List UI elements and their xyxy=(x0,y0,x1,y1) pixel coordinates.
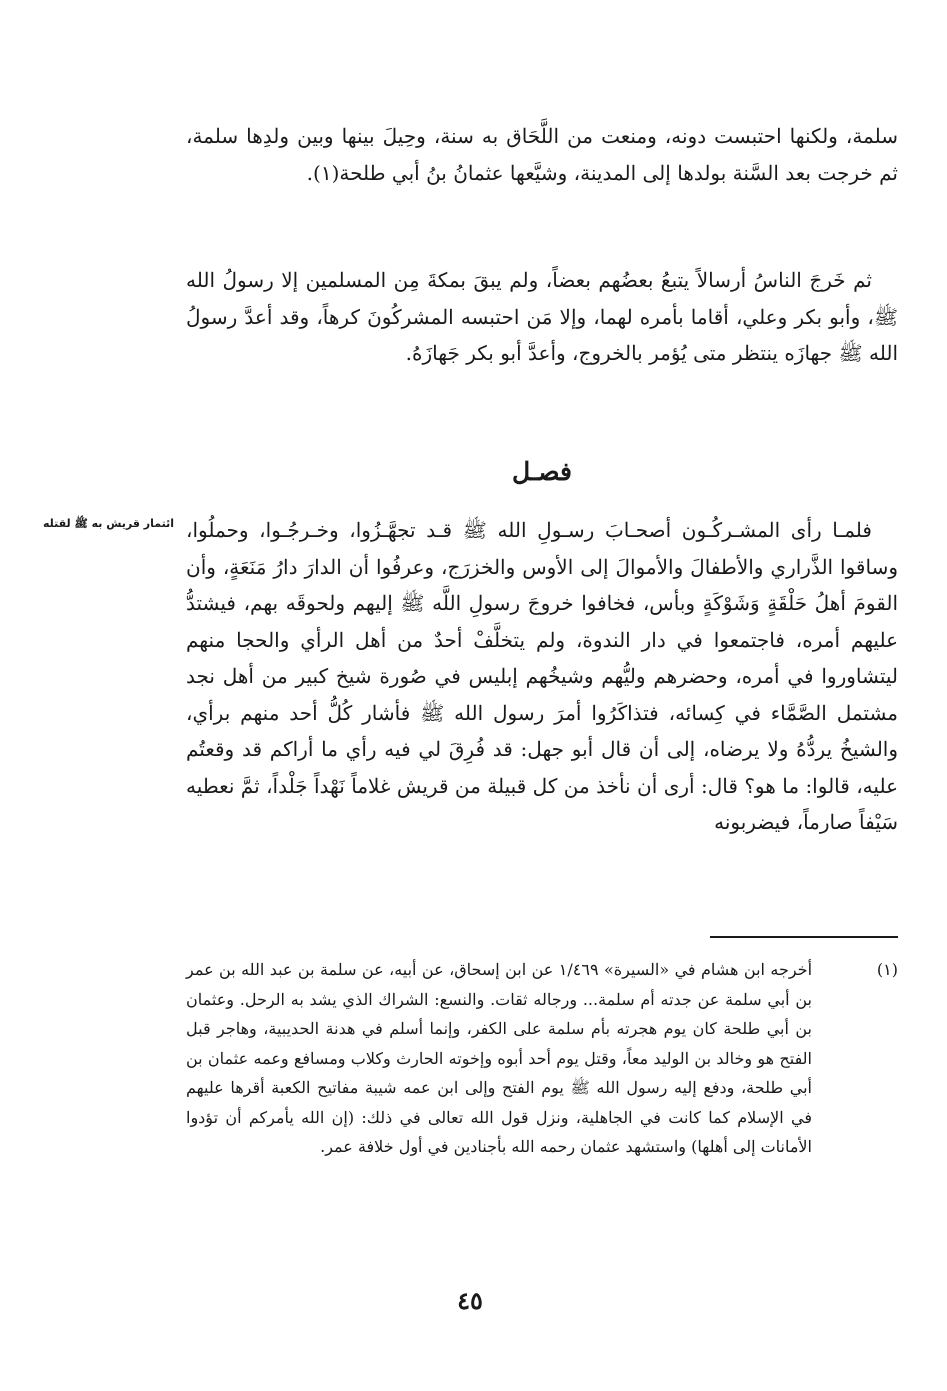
section-heading: فصـل xyxy=(512,457,572,486)
paragraph-2: ثم خَرجَ الناسُ أرسالاً يتبعُ بعضُهم بعضاً، ولم يبقَ بمكةَ مِن المسلمين إلا رسولُ الله ﷺ، وأبو بكر وعلي، أقاما بأمره لهما، وإلا مَن احتبسه المشركُونَ كرهاً، وقد أعدَّ رسولُ الله ﷺ جهازَه ينتظر متى يُؤمر بالخروج، وأعدَّ أبو بكر جَهازَهُ. xyxy=(186,268,898,365)
paragraph-3: فلمـا رأى المشـركُـون أصحـابَ رسـولِ الله ﷺ قـد تجهَّـزُوا، وخـرجُـوا، وحملُوا، وساقوا الذَّراري والأطفالَ والأموالَ إلى الأوس والخزرَج، وعرفُوا أن الدارَ دارُ مَنَعَةٍ، وأن القومَ أهلُ حَلْقَةٍ وَشَوْكَةٍ وبأس، فخافوا خروجَ رسولِ اللَّه ﷺ إليهم ولحوقَه بهم، فيشتدُّ عليهم أمره، فاجتمعوا في دار الندوة، ولم يتخلَّفْ أحدٌ من أهل الرأي والحجا منهم ليتشاوروا في أمره، وحضرهم وليُّهم وشيخُهم إبليس في صُورة شيخ كبير من أهل نجد مشتمل الصَّمَّاء في كِسائه، فتذاكَرُوا أمرَ رسول الله ﷺ فأشار كُلُّ أحد منهم برأي، والشيخُ يردُّهُ ولا يرضاه، إلى أن قال أبو جهل: قد فُرِقَ لي فيه رأي ما أراكم قد وقعتُم عليه، قالوا: ما هو؟ قال: أرى أن نأخذ من كل قبيلة من قريش غلاماً نَهْداً جَلْداً، ثمَّ نعطيه سَيْفاً صارماً، فيضربونه xyxy=(186,518,898,834)
footnote xyxy=(186,955,898,1162)
footnote-number: (١) xyxy=(876,960,898,979)
main-text-block xyxy=(186,262,898,372)
footnote-text: أخرجه ابن هشام في «السيرة» ١/٤٦٩ عن ابن إسحاق، عن أبيه، عن سلمة بن عبد الله بن عمر بن أبي سلمة عن جدته أم سلمة... ورجاله ثقات. والنسع: الشراك الذي يشد به الرحل. وعثمان بن أبي طلحة كان يوم هجرته بأم سلمة على الكفر، وإنما أسلم في هدنة الحديبية، وهاجر قبل الفتح هو وخالد بن الوليد معاً، وقتل يوم أحد أبوه وإخوته الحارث وكلاب ومسافع وعمه عثمان بن أبي طلحة، ودفع إليه رسول الله ﷺ يوم الفتح وإلى ابن عمه شيبة مفاتيح الكعبة أقرها عليهم في الإسلام كما كانت في الجاهلية، ونزل قول الله تعالى في ذلك: (إن الله يأمركم أن تؤدوا الأمانات إلى أهلها) واستشهد عثمان رحمه الله بأجنادين في أول خلافة عمر. xyxy=(186,960,813,1156)
page-number: ٤٥ xyxy=(457,1286,483,1315)
main-text-block xyxy=(186,512,898,841)
footnote-separator xyxy=(710,936,898,938)
margin-note: ائتمار قريش به ﷺ لقتله xyxy=(42,517,174,530)
main-text-block xyxy=(186,118,898,191)
paragraph-1: سلمة، ولكنها احتبست دونه، ومنعت من اللَّحَاق به سنة، وحِيلَ بينها وبين ولدِها سلمة، ثم خرجت بعد السَّنة بولدها إلى المدينة، وشيَّعها عثمانُ بنُ أبي طلحة(١). xyxy=(186,124,898,185)
